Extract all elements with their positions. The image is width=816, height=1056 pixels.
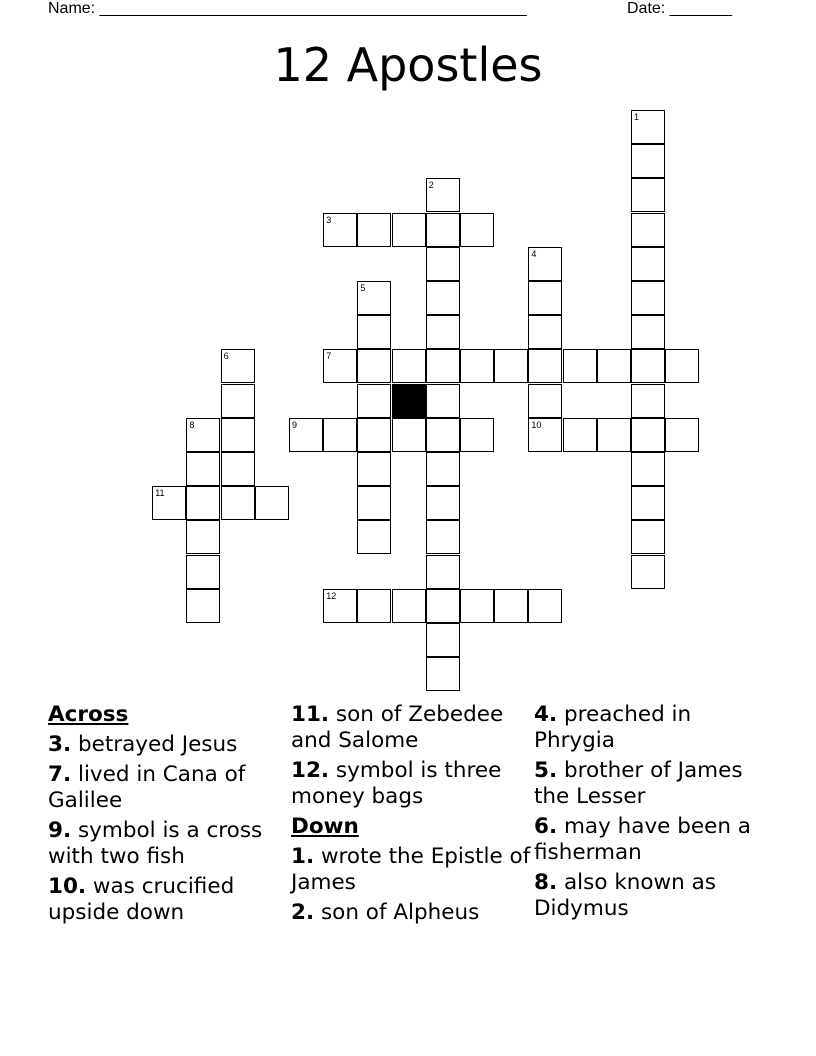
clues-column-2 <box>291 702 531 930</box>
grid-cell[interactable] <box>494 349 528 383</box>
grid-cell[interactable] <box>426 281 460 315</box>
grid-cell[interactable] <box>392 589 426 623</box>
grid-cell[interactable] <box>357 349 391 383</box>
clue-number: 10. <box>48 874 87 899</box>
grid-cell[interactable] <box>357 281 391 315</box>
grid-cell[interactable] <box>152 486 186 520</box>
grid-cell[interactable] <box>665 418 699 452</box>
clue-text: preached in Phrygia <box>534 702 692 753</box>
grid-cell[interactable] <box>631 144 665 178</box>
grid-cell[interactable] <box>426 384 460 418</box>
grid-cell[interactable] <box>631 315 665 349</box>
grid-cell[interactable] <box>426 247 460 281</box>
cell-number: 10 <box>531 419 542 430</box>
grid-cell[interactable] <box>426 623 460 657</box>
cell-number: 2 <box>428 180 434 191</box>
grid-cell[interactable] <box>460 349 494 383</box>
clue-text: was crucified upside down <box>48 874 235 925</box>
grid-cell[interactable] <box>221 384 255 418</box>
grid-cell[interactable] <box>631 247 665 281</box>
grid-cell[interactable] <box>426 315 460 349</box>
clue-down-1 <box>291 844 531 896</box>
clue-text: son of Alpheus <box>314 900 480 925</box>
clue-number: 4. <box>534 702 558 727</box>
grid-cell[interactable] <box>631 178 665 212</box>
grid-cell[interactable] <box>426 589 460 623</box>
clue-number: 5. <box>534 758 558 783</box>
cell-number: 8 <box>189 419 195 430</box>
grid-cell[interactable] <box>289 418 323 452</box>
grid-cell[interactable] <box>426 213 460 247</box>
clue-number: 7. <box>48 762 72 787</box>
grid-cell[interactable] <box>221 418 255 452</box>
grid-cell[interactable] <box>528 315 562 349</box>
grid-cell[interactable] <box>494 589 528 623</box>
grid-cell[interactable] <box>597 418 631 452</box>
clue-down-4 <box>534 702 774 754</box>
clue-down-5 <box>534 758 774 810</box>
grid-cell[interactable] <box>528 247 562 281</box>
clue-across-10 <box>48 874 288 926</box>
grid-cell[interactable] <box>392 418 426 452</box>
cell-number: 9 <box>292 419 298 430</box>
grid-cell[interactable] <box>426 349 460 383</box>
grid-cell[interactable] <box>631 486 665 520</box>
grid-cell[interactable] <box>426 452 460 486</box>
clue-across-7 <box>48 762 288 814</box>
grid-cell[interactable] <box>528 589 562 623</box>
name-field: Name: ________________________________________________ <box>48 0 527 17</box>
clue-text: symbol is three money bags <box>291 758 502 809</box>
grid-cell[interactable] <box>186 486 220 520</box>
grid-cell[interactable] <box>221 452 255 486</box>
clue-down-8 <box>534 870 774 922</box>
cell-number: 7 <box>326 351 332 362</box>
grid-cell[interactable] <box>255 486 289 520</box>
grid-cell[interactable] <box>631 349 665 383</box>
grid-cell[interactable] <box>426 178 460 212</box>
clue-text: also known as Didymus <box>534 870 716 921</box>
grid-cell[interactable] <box>426 520 460 554</box>
grid-cell[interactable] <box>563 418 597 452</box>
grid-cell[interactable] <box>426 555 460 589</box>
grid-cell[interactable] <box>186 555 220 589</box>
cell-number: 1 <box>634 112 640 122</box>
grid-cell[interactable] <box>323 349 357 383</box>
clue-number: 1. <box>291 844 315 869</box>
clue-number: 8. <box>534 870 558 895</box>
clue-text: son of Zebedee and Salome <box>291 702 504 753</box>
grid-cell[interactable] <box>186 418 220 452</box>
clue-text: brother of James the Lesser <box>534 758 743 809</box>
grid-cell[interactable] <box>426 486 460 520</box>
grid-cell[interactable] <box>357 384 391 418</box>
grid-cell[interactable] <box>528 384 562 418</box>
grid-cell[interactable] <box>460 213 494 247</box>
grid-cell[interactable] <box>392 349 426 383</box>
grid-cell[interactable] <box>631 555 665 589</box>
clue-number: 9. <box>48 818 72 843</box>
grid-cell[interactable] <box>631 418 665 452</box>
grid-cell[interactable] <box>323 418 357 452</box>
clue-text: lived in Cana of Galilee <box>48 762 246 813</box>
clues-column-1 <box>48 702 288 930</box>
clue-text: symbol is a cross with two fish <box>48 818 263 869</box>
date-field: Date: _______ <box>627 0 732 17</box>
clue-down-6 <box>534 814 774 866</box>
grid-cell[interactable] <box>460 418 494 452</box>
clue-across-11 <box>291 702 531 754</box>
grid-cell[interactable] <box>665 349 699 383</box>
clue-number: 6. <box>534 814 558 839</box>
across-heading: Across <box>48 702 129 727</box>
grid-cell[interactable] <box>631 281 665 315</box>
down-heading: Down <box>291 814 359 839</box>
clue-number: 12. <box>291 758 330 783</box>
clue-text: betrayed Jesus <box>71 732 238 757</box>
grid-cell[interactable] <box>357 213 391 247</box>
cell-number: 11 <box>155 488 165 499</box>
grid-cell[interactable] <box>631 110 665 144</box>
grid-cell[interactable] <box>528 349 562 383</box>
clue-down-2 <box>291 900 531 926</box>
grid-cell[interactable] <box>631 452 665 486</box>
grid-cell[interactable] <box>528 281 562 315</box>
grid-cell[interactable] <box>221 349 255 383</box>
grid-cell[interactable] <box>597 349 631 383</box>
grid-cell[interactable] <box>631 213 665 247</box>
cell-number: 4 <box>531 248 537 259</box>
grid-cell[interactable] <box>426 418 460 452</box>
grid-cell[interactable] <box>392 213 426 247</box>
grid-cell[interactable] <box>357 589 391 623</box>
clue-text: may have been a fisherman <box>534 814 751 865</box>
grid-cell[interactable] <box>357 520 391 554</box>
grid-cell[interactable] <box>631 520 665 554</box>
grid-cell[interactable] <box>323 589 357 623</box>
grid-cell[interactable] <box>357 418 391 452</box>
clue-across-12 <box>291 758 531 810</box>
cell-number: 12 <box>326 590 337 601</box>
grid-cell[interactable] <box>563 349 597 383</box>
grid-cell[interactable] <box>631 384 665 418</box>
grid-cell[interactable] <box>323 213 357 247</box>
clue-number: 3. <box>48 732 72 757</box>
clue-number: 11. <box>291 702 330 727</box>
cell-number: 6 <box>223 351 229 362</box>
clue-number: 2. <box>291 900 315 925</box>
clue-across-9 <box>48 818 288 870</box>
grid-cell[interactable] <box>186 589 220 623</box>
page-title: 12 Apostles <box>273 38 543 92</box>
grid-cell[interactable] <box>186 452 220 486</box>
grid-cell[interactable] <box>426 657 460 691</box>
grid-cell[interactable] <box>357 452 391 486</box>
grid-cell[interactable] <box>528 418 562 452</box>
cell-number: 3 <box>326 214 332 225</box>
grid-cell[interactable] <box>186 520 220 554</box>
grid-cell[interactable] <box>357 315 391 349</box>
clue-text: wrote the Epistle of James <box>291 844 531 895</box>
clue-across-3 <box>48 732 288 758</box>
clues-column-3 <box>534 702 774 926</box>
grid-cell[interactable] <box>357 486 391 520</box>
cell-number: 5 <box>360 283 366 293</box>
grid-cell[interactable] <box>460 589 494 623</box>
black-cell <box>392 384 426 418</box>
grid-cell[interactable] <box>221 486 255 520</box>
